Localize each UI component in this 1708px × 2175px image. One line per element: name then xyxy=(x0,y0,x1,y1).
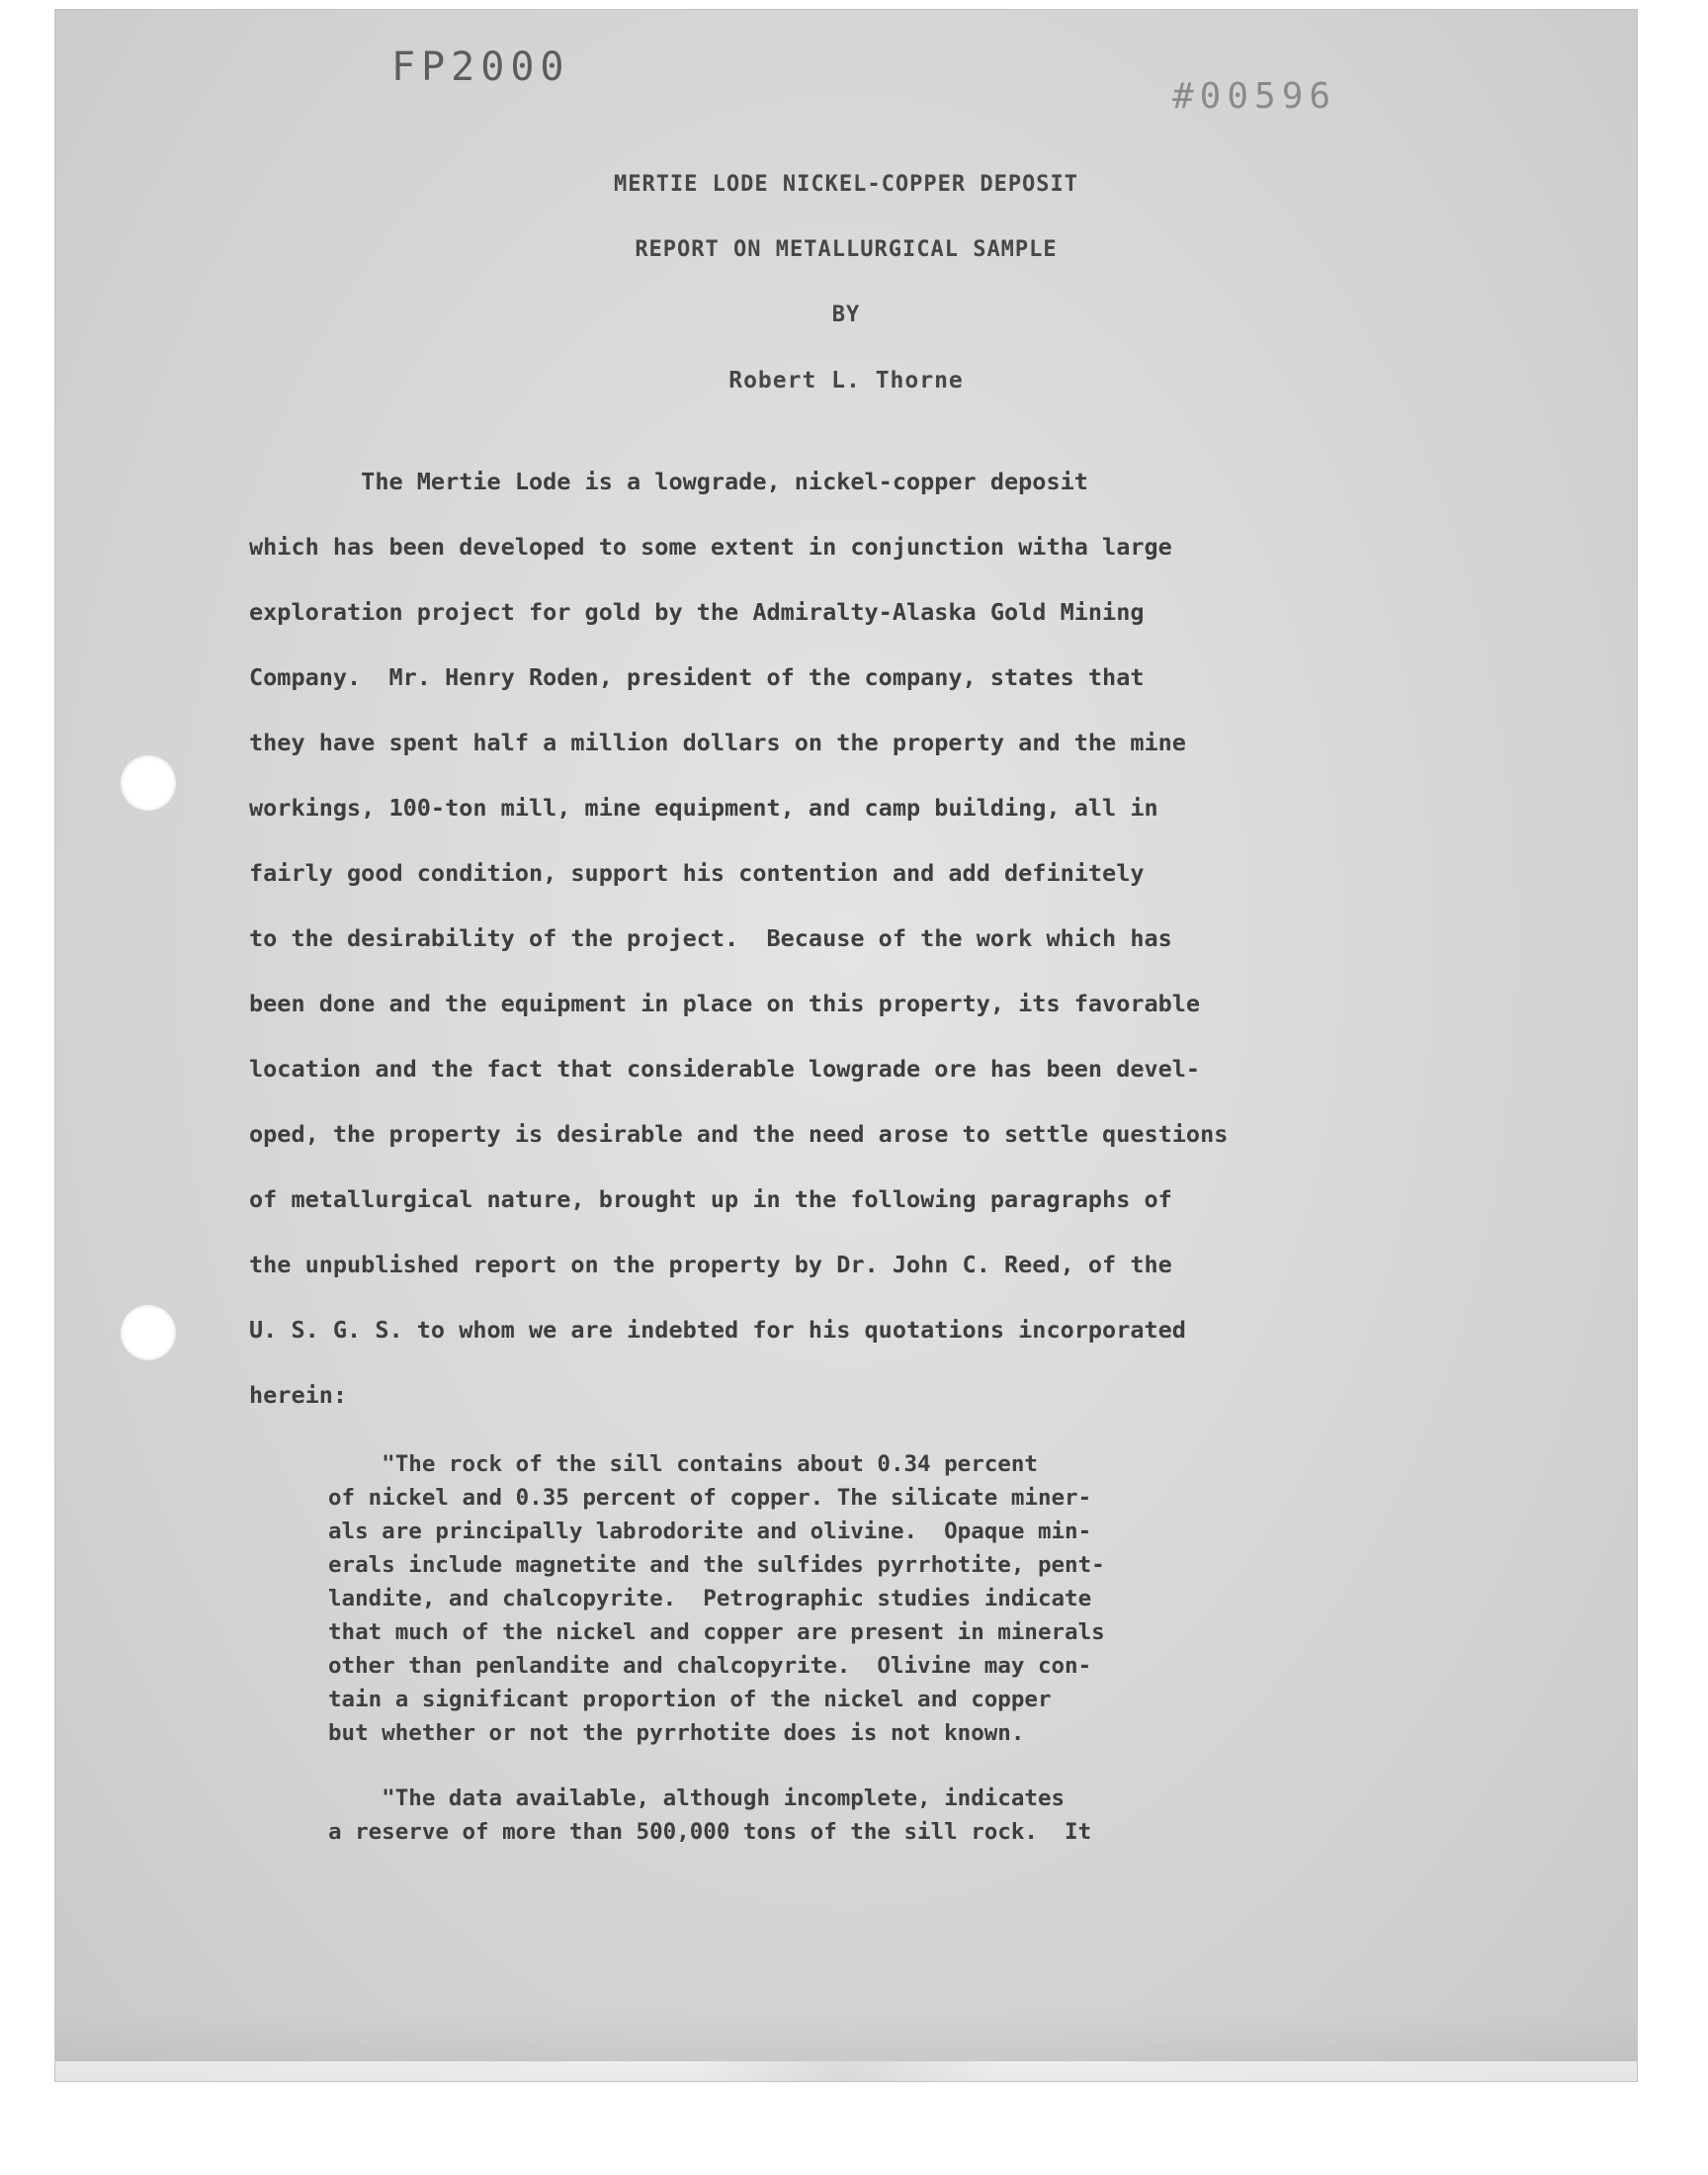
document-subtitle: REPORT ON METALLURGICAL SAMPLE xyxy=(635,237,1058,262)
quote-line: "The rock of the sill contains about 0.34 percent xyxy=(328,1451,1038,1477)
body-line: which has been developed to some extent in conjunction witha large xyxy=(249,533,1172,561)
quote-line: a reserve of more than 500,000 tons of the sill rock. It xyxy=(328,1819,1092,1845)
document-page xyxy=(55,10,1637,2081)
byline-label: BY xyxy=(831,303,861,327)
quote-line: als are principally labrodorite and olivine. Opaque min- xyxy=(328,1519,1092,1544)
punch-hole-upper xyxy=(121,755,176,811)
body-line: they have spent half a million dollars on the property and the mine xyxy=(249,729,1186,756)
document-title: MERTIE LODE NICKEL-COPPER DEPOSIT xyxy=(613,172,1079,197)
quote-line: landite, and chalcopyrite. Petrographic studies indicate xyxy=(328,1586,1092,1611)
file-number-stamp: FP2000 xyxy=(391,44,570,90)
body-line: herein: xyxy=(249,1381,348,1409)
author-name: Robert L. Thorne xyxy=(728,368,964,393)
body-line: to the desirability of the project. Because of the work which has xyxy=(249,924,1172,952)
body-line: U. S. G. S. to whom we are indebted for his quotations incorporated xyxy=(249,1316,1186,1344)
body-line: location and the fact that considerable lowgrade ore has been devel- xyxy=(249,1055,1201,1083)
body-line: The Mertie Lode is a lowgrade, nickel-copper deposit xyxy=(249,468,1088,495)
body-line: the unpublished report on the property by Dr. John C. Reed, of the xyxy=(249,1251,1172,1278)
quote-line: erals include magnetite and the sulfides pyrrhotite, pent- xyxy=(328,1552,1105,1578)
body-line: been done and the equipment in place on this property, its favorable xyxy=(249,990,1201,1017)
quote-line: that much of the nickel and copper are present in minerals xyxy=(328,1619,1105,1645)
quote-line: of nickel and 0.35 percent of copper. The silicate miner- xyxy=(328,1485,1092,1511)
body-line: fairly good condition, support his contention and add definitely xyxy=(249,859,1145,887)
body-line: Company. Mr. Henry Roden, president of the company, states that xyxy=(249,663,1145,691)
body-line: workings, 100-ton mill, mine equipment, and camp building, all in xyxy=(249,794,1158,822)
quote-line: other than penlandite and chalcopyrite. Olivine may con- xyxy=(328,1653,1092,1679)
quote-line: tain a significant proportion of the nickel and copper xyxy=(328,1687,1052,1712)
body-line: exploration project for gold by the Admiralty-Alaska Gold Mining xyxy=(249,598,1145,626)
punch-hole-lower xyxy=(121,1305,176,1360)
body-line: of metallurgical nature, brought up in the following paragraphs of xyxy=(249,1185,1172,1213)
quote-line: "The data available, although incomplete, indicates xyxy=(328,1785,1066,1811)
body-line: oped, the property is desirable and the need arose to settle questions xyxy=(249,1120,1229,1148)
page-bottom-edge xyxy=(55,2061,1637,2081)
quote-line: but whether or not the pyrrhotite does is not known. xyxy=(328,1720,1025,1746)
document-number-stamp: #00596 xyxy=(1172,76,1337,117)
